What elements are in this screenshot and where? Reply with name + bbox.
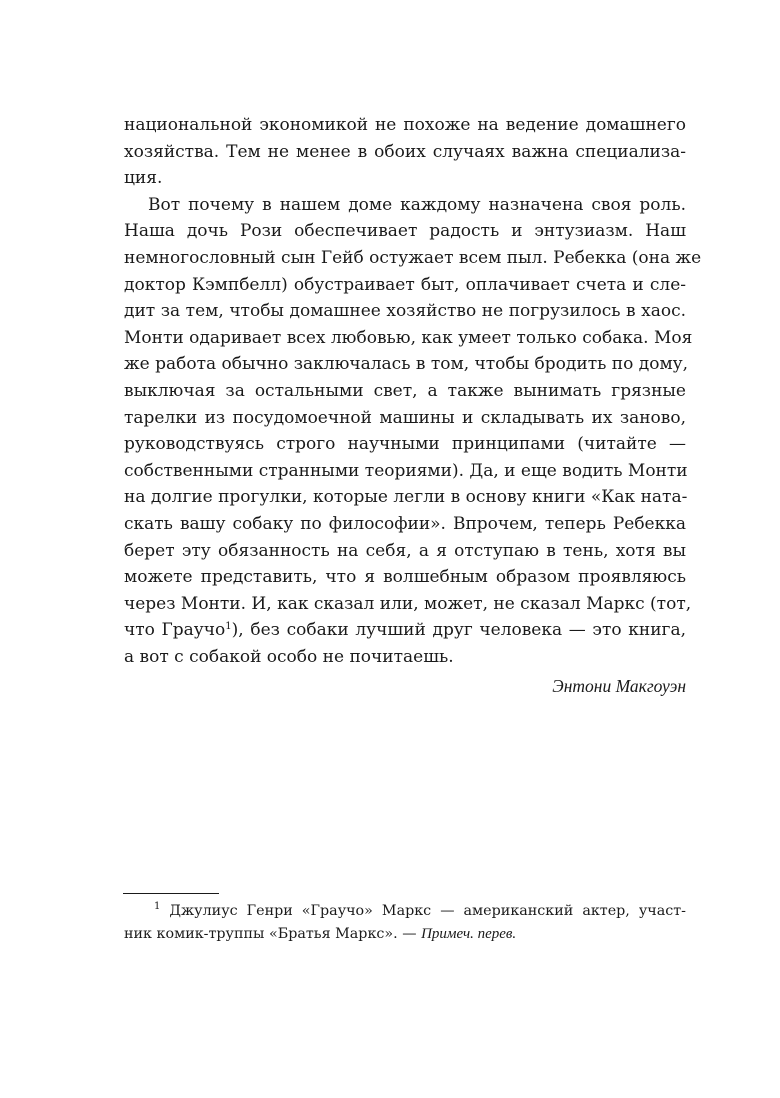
- text-line: доктор Кэмпбелл) обустраивает быт, оплачивает счета и сле-: [124, 274, 686, 295]
- author-signature: Энтони Макгоуэн: [552, 676, 686, 697]
- text-line: хозяйства. Тем не менее в обоих случаях важна специализа-: [124, 141, 686, 162]
- text-line: выключая за остальными свет, а также вынимать грязные: [124, 380, 686, 401]
- text-line: Наша дочь Рози обеспечивает радость и энтузиазм. Наш: [124, 221, 686, 242]
- footnote-line: [124, 923, 686, 946]
- text-line: скать вашу собаку по философии». Впрочем, теперь Ребекка: [124, 513, 686, 534]
- footnote-text: ник комик-труппы «Братья Маркс». —: [124, 926, 422, 942]
- footnote: [124, 900, 686, 946]
- text-line: Монти одаривает всех любовью, как умеет только собака. Моя: [124, 327, 693, 348]
- text-fragment: ), без собаки лучший друг человека — это книга,: [231, 620, 686, 641]
- text-fragment: что Граучо: [124, 620, 226, 641]
- text-line: руководствуясь строго научными принципами (читайте —: [124, 434, 686, 455]
- footnote-reference[interactable]: 1: [225, 621, 232, 633]
- footnote-text: Джулиус Генри «Граучо» Маркс — американский актер, участ-: [169, 903, 687, 919]
- text-line: можете представить, что я волшебным образом проявляюсь: [124, 567, 686, 588]
- text-line: берет эту обязанность на себя, а я отступаю в тень, хотя вы: [124, 540, 686, 561]
- footnote-marker: 1: [154, 901, 161, 912]
- text-line: тарелки из посудомоечной машины и складывать их заново,: [124, 407, 686, 428]
- translator-note: Примеч. перев.: [421, 926, 517, 942]
- text-line: национальной экономикой не похоже на ведение домашнего: [124, 115, 686, 135]
- text-line: дит за тем, чтобы домашнее хозяйство не погрузилось в хаос.: [124, 301, 686, 322]
- page-body: [124, 112, 702, 700]
- text-line: собственными странными теориями). Да, и еще водить Монти: [124, 460, 688, 481]
- text-line: немногословный сын Гейб остужает всем пыл. Ребекка (она же: [124, 247, 702, 268]
- text-line: на долгие прогулки, которые легли в основу книги «Как ната-: [124, 487, 688, 508]
- text-line: а вот с собакой особо не почитаешь.: [124, 646, 454, 667]
- paragraph-start-line: Вот почему в нашем доме каждому назначена своя роль.: [148, 194, 686, 215]
- footnote-divider: [123, 893, 219, 894]
- footnote-line: [124, 900, 686, 923]
- text-line: через Монти. И, как сказал или, может, не сказал Маркс (тот,: [124, 593, 692, 614]
- text-line: ция.: [124, 168, 163, 189]
- text-line-with-footnote-ref: [124, 617, 686, 644]
- text-line: же работа обычно заключалась в том, чтобы бродить по дому,: [124, 354, 689, 375]
